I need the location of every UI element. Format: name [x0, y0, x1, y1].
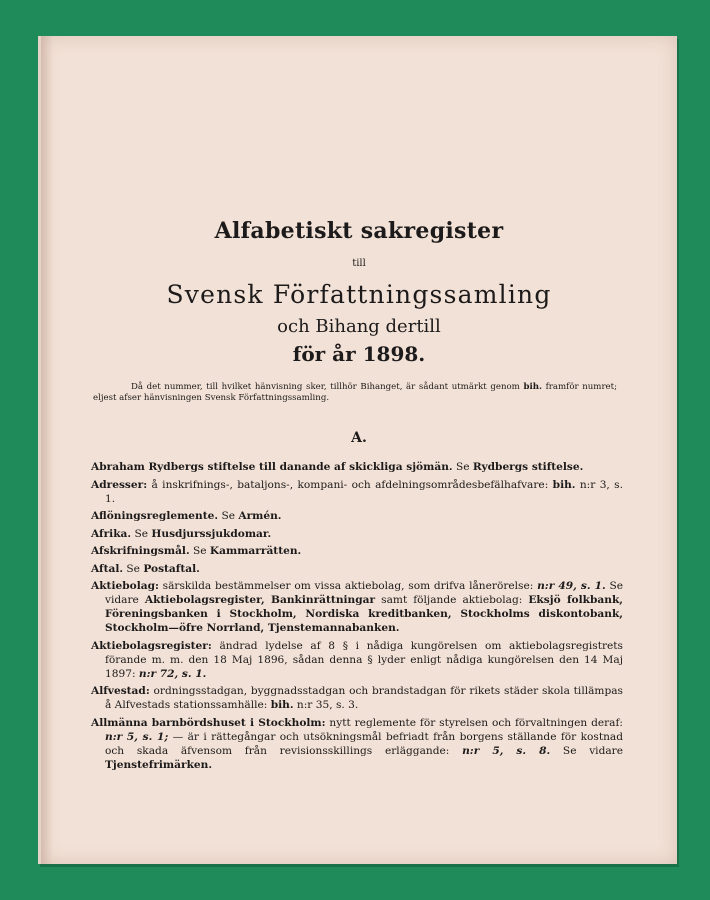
entry-heading: Afskrifningsmål. [91, 545, 190, 557]
register-entry [91, 478, 623, 506]
entry-text: särskilda bestämmelser om vissa aktiebolag, som drifva lånerörelse: [158, 580, 538, 592]
entry-see: Se [452, 461, 473, 473]
entry-cross-ref: Rydbergs stiftelse. [472, 461, 584, 473]
entry-citation: n:r 35, s. 3. [293, 699, 359, 711]
entry-heading: Allmänna barnbördshuset i Stockholm: [91, 716, 326, 729]
note-text-1: Då det nummer, till hvilket hänvisning sker, tillhör Bihanget, är sådant utmärkt genom [131, 382, 524, 392]
register-title: Alfabetiskt sakregister [214, 218, 504, 244]
entry-text: ändrad lydelse af 8 § i nådiga kungörelsen om aktiebolagsregistrets förande m. m. den 18 Maj 1896, sådan denna § lyder enligt nådiga kungörelsen den 14 Maj 1897: [105, 639, 623, 680]
note-text-2: framför numret; eljest afser hänvisningen Svensk Författningssamling. [93, 382, 617, 403]
entry-see: Se [123, 562, 144, 575]
entry-citation: n:r 5, s. 8. [462, 744, 551, 757]
register-entry [91, 544, 623, 558]
entry-heading: Afrika. [91, 527, 132, 540]
entry-see: Se vidare [105, 580, 623, 606]
register-entry [91, 639, 623, 681]
entry-citation: n:r 49, s. 1. [537, 580, 606, 592]
entry-citation: n:r 3, s. 1. [105, 478, 623, 505]
entry-cross-ref: Husdjurssjukdomar. [151, 527, 272, 540]
entry-bih-abbrev: bih. [552, 478, 576, 491]
note-bih-abbrev: bih. [523, 382, 542, 392]
entry-see: Se vidare [550, 744, 623, 757]
entry-cross-ref: Aktiebolagsregister, Bankinrättningar [144, 594, 376, 606]
entry-heading: Aflöningsreglemente. [91, 510, 219, 522]
entry-text: — är i rättegångar och utsökningsmål befriadt från borgens ställande för kostnad och skada äfvensom från revisionsskillings erläggande: [105, 730, 623, 757]
entry-text: samt följande aktiebolag: [375, 594, 529, 606]
register-entry [91, 460, 623, 474]
entry-cross-ref: Tjenstefrimärken. [105, 758, 213, 771]
entry-see: Se [189, 545, 210, 557]
entry-heading: Adresser: [91, 478, 148, 491]
title-connector: till [352, 258, 366, 269]
entry-cross-ref: Postaftal. [143, 562, 200, 575]
entry-text: nytt reglemente för styrelsen och förvaltningen deraf: [325, 716, 623, 729]
register-entry [91, 579, 623, 635]
entry-citation: n:r 72, s. 1. [138, 667, 207, 680]
entry-cross-ref: Armén. [238, 510, 282, 522]
register-entry [91, 562, 623, 576]
entry-citation: n:r 5, s. 1; [105, 730, 169, 743]
entry-cross-ref: Kammarrätten. [209, 545, 302, 557]
reference-note [93, 382, 617, 404]
publication-year: för år 1898. [292, 342, 426, 366]
publication-subtitle: och Bihang dertill [277, 316, 441, 337]
entry-text: å inskrifnings-, bataljons-, kompani- och afdelningsområdesbefälhafvare: [147, 478, 553, 491]
page-left-edge [41, 36, 53, 864]
document-page [38, 36, 677, 864]
entry-heading: Aktiebolagsregister: [91, 639, 212, 652]
entry-see: Se [131, 527, 152, 540]
register-entry [91, 684, 623, 712]
entry-see: Se [218, 510, 239, 522]
publication-title: Svensk Författningssamling [166, 280, 552, 309]
entry-heading: Alfvestad: [91, 685, 150, 697]
entry-heading: Aktiebolag: [91, 580, 159, 592]
section-letter: A. [351, 430, 367, 446]
register-entry [91, 509, 623, 523]
entry-heading: Abraham Rydbergs stiftelse till danande af skickliga sjömän. [91, 461, 453, 473]
register-entry [91, 527, 623, 541]
register-entry [91, 716, 623, 772]
entry-cross-ref: Eksjö folkbank, Föreningsbanken i Stockholm, Nordiska kreditbanken, Stockholms diskontobank, Stockholm—öfre Norrland, Tjenstemannabanken. [105, 594, 623, 634]
entry-heading: Aftal. [91, 562, 124, 575]
entry-bih-abbrev: bih. [270, 699, 294, 711]
register-entries [91, 460, 623, 775]
entry-text: ordningsstadgan, byggnadsstadgan och brandstadgan för rikets städer skola tillämpas å Alfvestads stationssamhälle: [105, 685, 623, 711]
